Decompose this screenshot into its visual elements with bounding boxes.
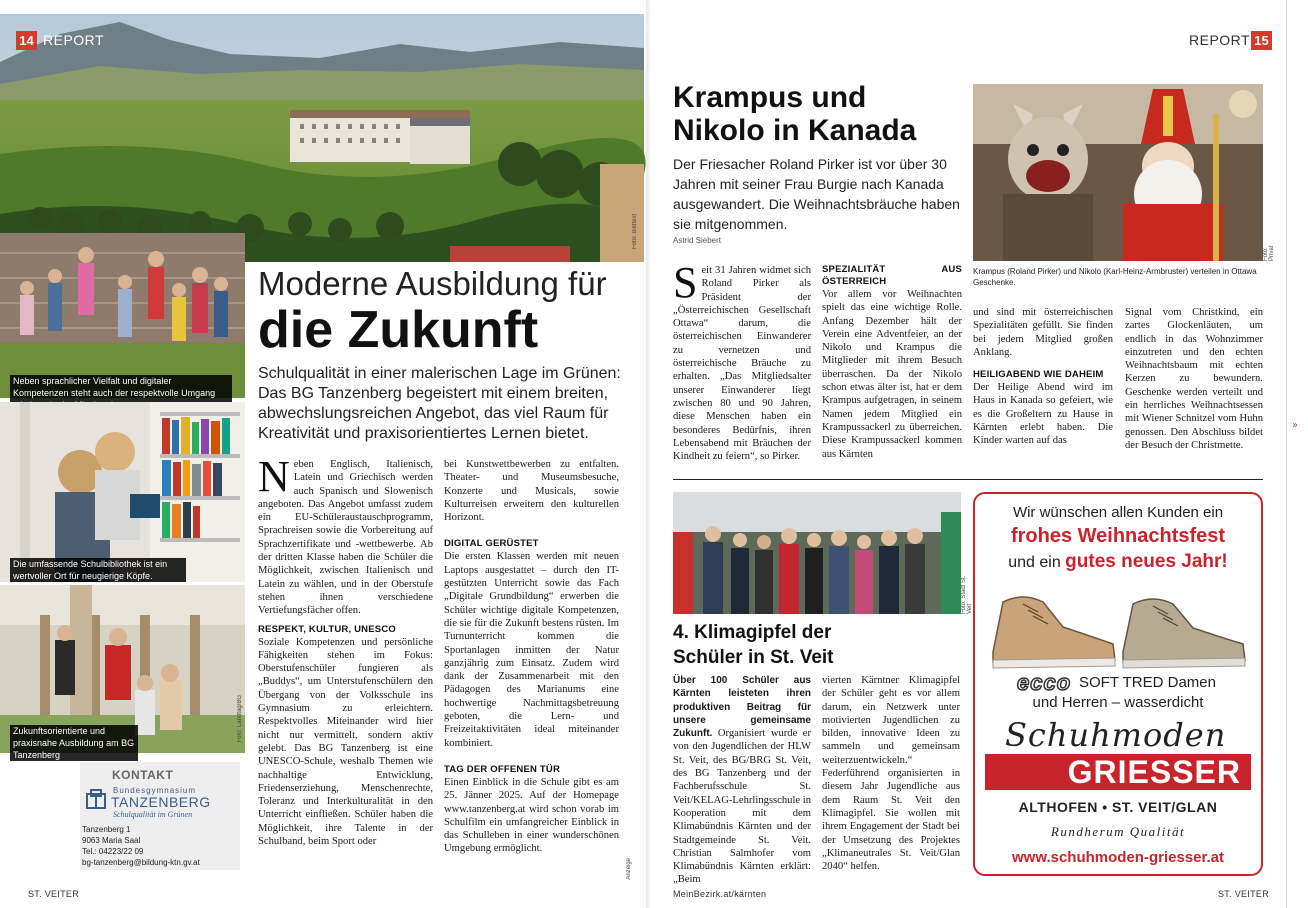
krampus-col2-paragraph: Vor allem vor Weihnachten spielt das eine wichtige Rolle. Anfang Dezember hält der Verein eine Adventfeier, an der Nikolo und Krampus die Mitglieder mit ihrem Besuch überraschen. Da der Nikolo schon etwas älter ist, hat er dem Krampus aufgetragen, in seinem Namen jedem Mitglied ein Krampussackerl zu überreichen. Diese Krampussackerl kommen aus Kärnten — [822, 289, 962, 460]
klimagipfel-photo-credit: Foto: Stadt St. Veit — [961, 575, 973, 614]
right-page — [650, 0, 1286, 908]
klimagipfel-headline-line1: 4. Klimagipfel der — [673, 622, 832, 643]
col1-paragraph-2: Soziale Kompetenzen und persönliche Fähigkeiten stehen im Fokus: Oberstufenschüler fungieren als „Buddys“, um Unterstufenschülern den Übergang von der Volksschule ins Gymnasium zu erleichtern. Respektvolles Miteinander wird hier nicht nur vermittelt, sondern aktiv gelebt. Das BG Tanzenberg ist eine UNESCO-Schule, weshalb Themen wie nachhaltige Entwicklung, Friedenserziehung, Menschenrechte, Toleranz und Interkulturalität in den Unterricht einfließen. Schüler haben die Möglichkeit, ihre Talente in der Schulband, beim Sport oder — [258, 636, 433, 848]
ad-locations: ALTHOFEN • ST. VEIT/GLAN — [1018, 799, 1218, 815]
col2-paragraph-2: Die ersten Klassen werden mit neuen Laptops ausgestattet – durch den IT-gestützten Unterricht sowie das Fach „Digitale Grundbildung“ erwerben die Schüler wichtige digitale Kompetenzen, die sie für die Zukunft bestens rüsten. Im Turnunterricht kommen die Sportanlagen inmitten der Natur ganzjährig zum Einsatz. Zudem wird dank der Zusammenarbeit mit den Pädagogen des Marianums eine hochwertige Nachmittagsbetreuung geboten, die Lern- und Freizeitaktivitäten ideal miteinander kombiniert. — [444, 551, 619, 749]
lead-text: Schulqualität in einer malerischen Lage im Grünen: Das BG Tanzenberg begeistert mit einem breiten, abwechslungsreichen Angebot, das viel Raum für Kreativität und praxisorientiertes Lernen bietet. — [258, 365, 621, 442]
krampus-lead: Der Friesacher Roland Pirker ist vor über 30 Jahren mit seiner Frau Burgie nach Kanada ausgewandert. Die Weihnachtsbräuche haben sie mitgenommen. — [673, 156, 960, 232]
col2-paragraph-3: Einen Einblick in die Schule gibt es am 25. Jänner 2025. Auf der Homepage www.tanzenberg.at wird schon vorab im Schulfilm ein umfangreicher Einblick in das Schulleben in einer wunderschönen Umgebung ermöglicht. — [444, 776, 619, 855]
page-edge — [1286, 0, 1308, 908]
krampus-headline-line2: Nikolo in Kanada — [673, 114, 917, 147]
kontakt-box — [80, 762, 240, 870]
kontakt-email[interactable]: bg-tanzenberg@bildung-ktn.gv.at — [82, 858, 200, 867]
ad-url[interactable]: www.schuhmoden-griesser.at — [1012, 849, 1224, 866]
kontakt-title: KONTAKT — [112, 768, 174, 782]
dropcap-n: N — [258, 452, 290, 501]
caption-school-courtyard: Zukunftsorientierte und praxisnahe Ausbildung am BG Tanzenberg — [10, 725, 138, 761]
krampus-column-3 — [973, 306, 1113, 448]
ad-line-1: Wir wünschen allen Kunden ein — [1012, 504, 1224, 521]
footer-center-right: MeinBezirk.at/kärnten — [673, 889, 767, 899]
kontakt-address-1: Tanzenberg 1 — [82, 825, 131, 834]
klimagipfel-headline-line2: Schüler in St. Veit — [673, 647, 834, 668]
logo-sub: Schulqualität im Grünen — [113, 810, 193, 819]
krampus-author: Astrid Siebert — [673, 236, 722, 245]
subhead-tag-der-offenen-tuer: TAG DER OFFENEN TÜR — [444, 763, 561, 775]
griesser-advertisement[interactable] — [973, 492, 1263, 876]
subhead-respekt: RESPEKT, KULTUR, UNESCO — [258, 623, 396, 635]
ad-shoes-image — [983, 582, 1253, 672]
logo-main: TANZENBERG — [111, 794, 211, 810]
klimagipfel-col1-paragraph — [673, 674, 811, 887]
page-number-left: 14 — [16, 31, 37, 50]
anzeige-label: Anzeige — [626, 858, 632, 880]
next-page-arrow-icon[interactable]: » — [1292, 420, 1299, 431]
landscape-illustration — [0, 14, 644, 262]
krampus-nikolo-illustration — [973, 84, 1263, 261]
ad-line-3b: gutes neues Jahr! — [1065, 551, 1228, 572]
logo-top: Bundesgymnasium — [113, 786, 197, 795]
kontakt-phone: Tel.: 04223/22 09 — [82, 847, 144, 856]
klimagipfel-column-1 — [673, 674, 811, 887]
kontakt-address-2: 9063 Maria Saal — [82, 836, 141, 845]
subhead-digital: DIGITAL GERÜSTET — [444, 538, 539, 550]
krampus-column-1 — [673, 258, 811, 463]
section-divider — [673, 479, 1263, 480]
krampus-col3-paragraph-2: Der Heilige Abend wird im Haus in Kanada so gefeiert, wie es die Großeltern zu Hause in Kärnten erlebt haben. Die Kinder warten auf das — [973, 382, 1113, 447]
klimagipfel-col2-paragraph: vierten Kärntner Klimagipfel der Schüler geht es vor allem darum, ein Netzwerk unter motivierten Jugendlichen zu bilden, innovative Ideen zu sammeln und gemeinsam weiterzuentwickeln.“ Federführend organisierten in diesem Jahr Jugendliche aus dem Raum St. Veit den Klimagipfel. Sie wollen mit ihrem Engagement der Stadt bei der Umsetzung des Projektes „Klimaneutrales St. Veit/Glan 2040“ helfen. — [822, 675, 960, 873]
tanzenberg-logo — [83, 786, 237, 820]
subhead-heiligabend: HEILIGABEND WIE DAHEIM — [973, 369, 1104, 381]
ad-product-line-1: SOFT TRED Damen — [1079, 674, 1216, 691]
article-column-2 — [444, 458, 619, 856]
ad-product-line-2: und Herren – wasserdicht — [1032, 694, 1204, 711]
courtyard-photo-credit: Foto: Landtag/BG — [237, 695, 243, 743]
article-column-1 — [258, 452, 433, 848]
hero-photo-tanzenberg-landscape — [0, 14, 644, 262]
headline-light: Moderne Ausbildung für — [258, 265, 607, 302]
footer-right: ST. VEITER — [1218, 889, 1270, 899]
photo-school-courtyard — [0, 585, 245, 760]
left-page — [0, 0, 646, 908]
page-number-right: 15 — [1251, 31, 1272, 50]
hero-photo-credit: Foto: Bildtext — [632, 214, 638, 250]
ecco-logo: ecco — [1017, 670, 1072, 695]
krampus-col1-paragraph: eit 31 Jahren widmet sich Roland Pirker als Präsident der „Österreichischen Gesellschaft Ottawa“ darum, die österreichischen Einwanderer zu vernetzen und österreichische Bräuche zu erhalten. „Das Mitgliedsalter unserer Einwanderer liegt zwischen 80 und 90 Jahren, diese Menschen haben ein besonderes Bedürfnis, ihren Lebensabend mit Bräuchen der Kindheit zu feiern“, so Pirker. — [673, 265, 811, 463]
footer-left: ST. VEITER — [28, 889, 80, 899]
photo-students-jumping — [0, 233, 245, 398]
col1-paragraph-1: eben Englisch, Italienisch, Latein und Griechisch werden auch Spanisch und Slowenisch angeboten. Das Angebot umfasst zudem ein EU-Schüleraustauschprogramm, Sprachreisen sowie die Vorbereitung auf Sprachzertifikate und -wettbewerbe. Ab der dritten Klasse haben die Schüler die Möglichkeit, zwischen Italienisch und Latein zu wählen, und in der Oberstufe stehen ihnen verschiedene Vertiefungsfächer offen. — [258, 459, 433, 617]
krampus-photo-caption: Krampus (Roland Pirker) und Nikolo (Karl-Heinz-Armbruster) verteilen in Ottawa Geschenke. — [973, 267, 1257, 287]
krampus-column-2 — [822, 264, 962, 461]
krampus-column-4 — [1125, 306, 1263, 452]
students-jumping-illustration — [0, 233, 245, 398]
col2-paragraph-1: bei Kunstwettbewerben zu entfalten. Theater- und Museumsbesuche, Konzerte und Musicals, sowie Kulturreisen erweitern den kulturellen Horizont. — [444, 459, 619, 524]
ad-store-name: GRIESSER — [985, 754, 1251, 790]
photo-school-library — [0, 402, 245, 582]
section-label-right: REPORT — [1189, 32, 1251, 48]
library-illustration — [0, 402, 245, 582]
klimagipfel-col1-rest: Organisiert wurde er von den Jugendlichen der HLW St. Veit, des BG/BRG St. Veit, des BG Tanzenberg und der Fachberufsschule St. Veit/KELAG-Lehrlingsschule in Kooperation mit dem Klimabündnis Kärnten und der Stadtgemeinde St. Veit. Christian Salmhofer vom Klimabündnis Kärnten erklärt: „Beim — [673, 728, 811, 886]
photo-krampus-nikolo — [973, 84, 1275, 261]
krampus-col4-paragraph: Signal vom Christkind, ein zartes Glockenläuten, um endlich in das Wohnzimmer einzutreten und den echten Weihnachtsbaum mit echten Kerzen zu bewundern. Geschenke werden verteilt und ein herrliches Weihnachtsessen mit Wiener Schnitzel vom Huhn genossen. Den Abschluss bildet der Besuch der Christmette. — [1125, 307, 1263, 451]
photo-klimagipfel-group — [673, 492, 973, 614]
caption-school-library: Die umfassende Schulbibliothek ist ein wertvoller Ort für neugierige Köpfe. — [10, 558, 186, 582]
headline-bold: die Zukunft — [258, 301, 539, 359]
krampus-photo-credit: Foto: Privat — [1263, 245, 1275, 261]
klimagipfel-column-2 — [822, 674, 960, 873]
section-label-left: REPORT — [43, 32, 105, 48]
krampus-col3-paragraph-1: und sind mit österreichischen Spezialitäten gefüllt. Sie finden bei jedem Mitglied großen Anklang. — [973, 307, 1113, 358]
ad-line-3a: und ein — [1008, 554, 1066, 571]
school-building-icon — [85, 788, 107, 810]
klimagipfel-group-illustration — [673, 492, 961, 614]
dropcap-s: S — [673, 258, 698, 307]
klimagipfel-intro-bold: Über 100 Schüler aus Kärnten leisteten ihren produktiven Beitrag für unsere gemeinsame Zukunft. — [673, 675, 811, 740]
caption-students-jumping: Neben sprachlicher Vielfalt und digitaler Kompetenzen steht auch der respektvolle Umgang — [10, 375, 232, 411]
ad-script-schuhmoden: Schuhmoden — [1005, 716, 1227, 754]
ad-slogan: Rundherum Qualität — [1050, 824, 1186, 839]
ad-line-3 — [975, 551, 1261, 573]
ad-line-2: frohes Weihnachtsfest — [1010, 525, 1226, 547]
subhead-spezialitaet: SPEZIALITÄT AUS ÖSTERREICH — [822, 264, 962, 287]
krampus-headline-line1: Krampus und — [673, 81, 867, 114]
